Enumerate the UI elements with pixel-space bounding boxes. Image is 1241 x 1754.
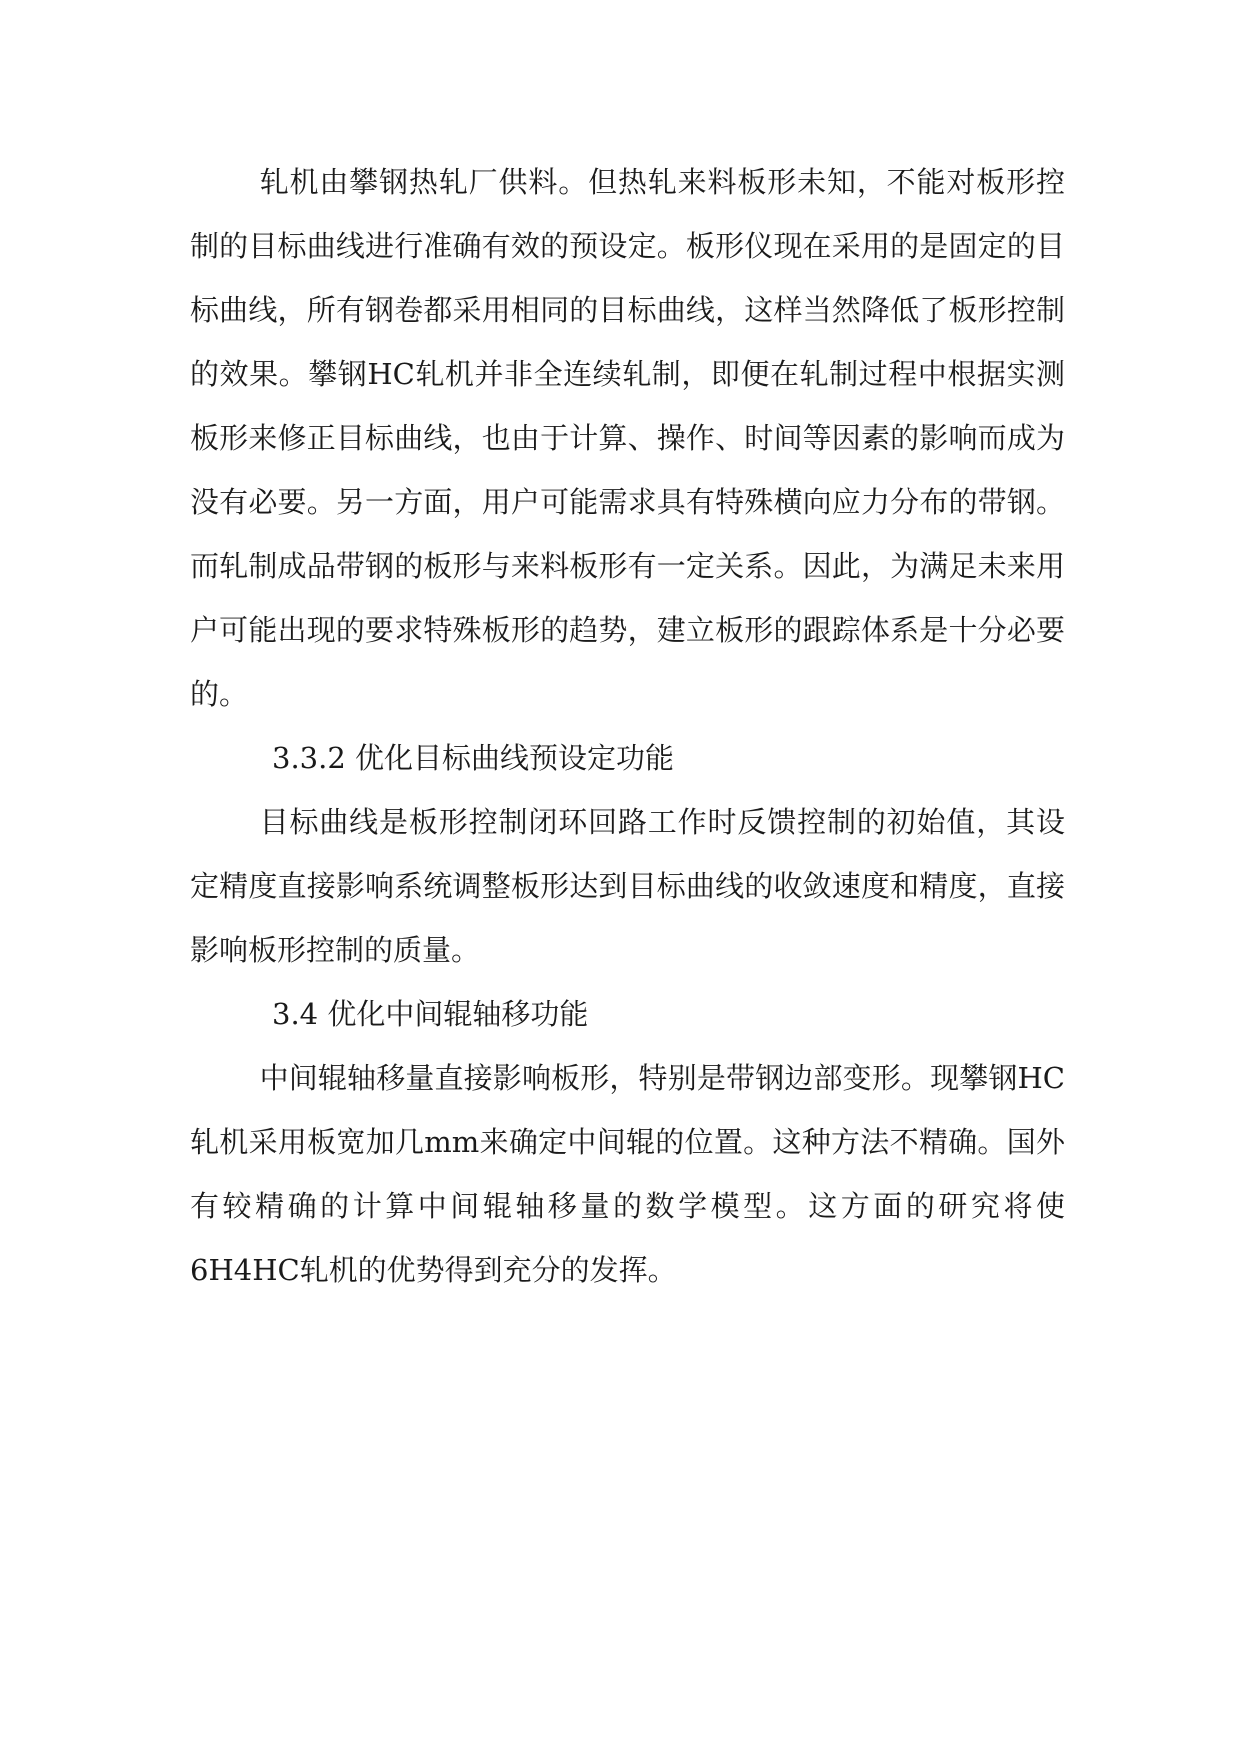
section-heading-3-4: 3.4 优化中间辊轴移功能 <box>272 997 589 1031</box>
paragraph-roll-shift: 中间辊轴移量直接影响板形，特别是带钢边部变形。现攀钢HC轧机采用板宽加几mm来确定中间辊的位置。这种方法不精确。国外有较精确的计算中间辊轴移量的数学模型。这方面的研究将使6H4HC轧机的优势得到充分的发挥。 <box>190 1061 1065 1287</box>
paragraph-target-curve: 目标曲线是板形控制闭环回路工作时反馈控制的初始值，其设定精度直接影响系统调整板形达到目标曲线的收敛速度和精度，直接影响板形控制的质量。 <box>190 805 1065 967</box>
section-heading-3-3-2: 3.3.2 优化目标曲线预设定功能 <box>272 741 675 775</box>
document-body <box>190 150 1065 1302</box>
paragraph-feed-material: 轧机由攀钢热轧厂供料。但热轧来料板形未知，不能对板形控制的目标曲线进行准确有效的预设定。板形仪现在采用的是固定的目标曲线，所有钢卷都采用相同的目标曲线，这样当然降低了板形控制的效果。攀钢HC轧机并非全连续轧制，即便在轧制过程中根据实测板形来修正目标曲线，也由于计算、操作、时间等因素的影响而成为没有必要。另一方面，用户可能需求具有特殊横向应力分布的带钢。而轧制成品带钢的板形与来料板形有一定关系。因此，为满足未来用户可能出现的要求特殊板形的趋势，建立板形的跟踪体系是十分必要的。 <box>190 165 1065 711</box>
